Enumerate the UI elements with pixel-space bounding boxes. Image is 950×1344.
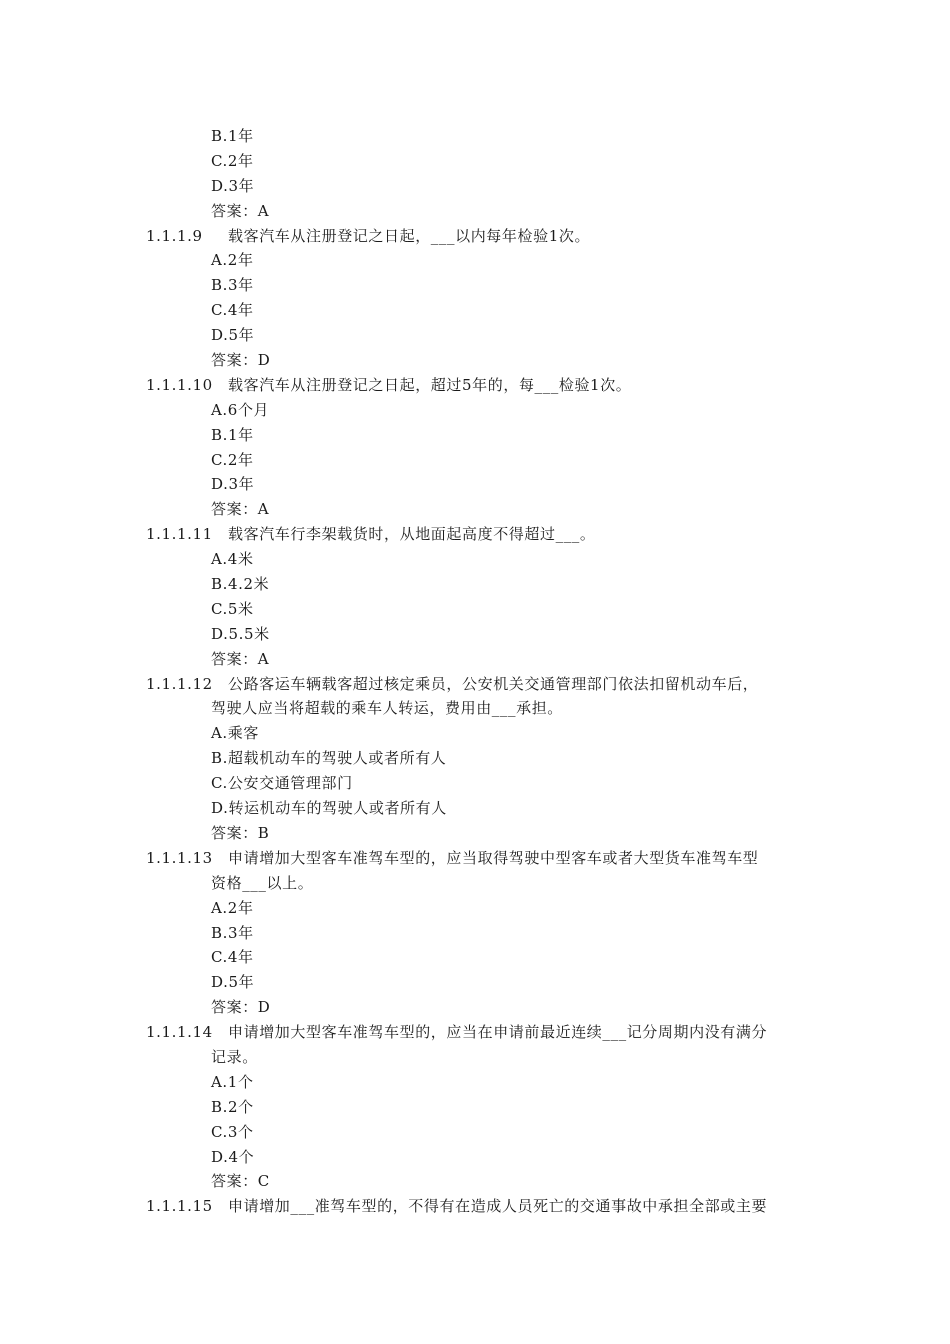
option-line: D.3年 — [211, 176, 255, 195]
option-line: B.1年 — [211, 425, 254, 444]
question-text: 申请增加___准驾车型的，不得有在造成人员死亡的交通事故中承担全部或主要 — [228, 1197, 768, 1216]
question-text-continued: 驾驶人应当将超载的乘车人转运，费用由___承担。 — [211, 699, 563, 718]
option-line: D.5年 — [211, 326, 255, 345]
question-text: 申请增加大型客车准驾车型的，应当取得驾驶中型客车或者大型货车准驾车型 — [228, 848, 759, 867]
answer-line: 答案：A — [211, 201, 270, 220]
question-line — [0, 1020, 950, 1045]
option-line: C.4年 — [211, 301, 254, 320]
option-line: C.4年 — [211, 948, 254, 967]
option-line: D.转运机动车的驾驶人或者所有人 — [211, 799, 447, 818]
option-line: A.6个月 — [211, 400, 270, 419]
option-line: C.2年 — [211, 151, 254, 170]
question-text: 载客汽车从注册登记之日起，___以内每年检验1次。 — [228, 226, 591, 245]
question-line — [0, 224, 950, 249]
question-line — [0, 522, 950, 547]
option-line: A.2年 — [211, 898, 254, 917]
option-line: A.4米 — [211, 550, 254, 569]
option-line: B.3年 — [211, 923, 254, 942]
option-line: D.5年 — [211, 973, 255, 992]
option-line: B.1年 — [211, 127, 254, 145]
answer-line: 答案：C — [211, 1172, 270, 1191]
answer-line: 答案：D — [211, 351, 271, 370]
option-line: A.2年 — [211, 251, 254, 270]
option-line: B.4.2米 — [211, 575, 270, 594]
question-list — [0, 124, 950, 1219]
answer-line: 答案：A — [211, 500, 270, 519]
option-line: C.公安交通管理部门 — [211, 774, 353, 793]
option-line: B.超载机动车的驾驶人或者所有人 — [211, 749, 447, 768]
option-line: A.1个 — [211, 1072, 254, 1091]
question-line — [0, 672, 950, 697]
question-text: 公路客运车辆载客超过核定乘员，公安机关交通管理部门依法扣留机动车后， — [228, 674, 759, 693]
question-number: 1.1.1.9 — [146, 226, 203, 245]
answer-line: 答案：B — [211, 823, 270, 842]
question-line — [0, 1194, 950, 1219]
question-text-continued: 资格___以上。 — [211, 873, 314, 892]
question-text: 申请增加大型客车准驾车型的，应当在申请前最近连续___记分周期内没有满分 — [228, 1023, 768, 1042]
question-number: 1.1.1.15 — [146, 1197, 213, 1216]
answer-line: 答案：A — [211, 649, 270, 668]
question-number: 1.1.1.13 — [146, 848, 213, 867]
question-number: 1.1.1.11 — [146, 525, 213, 544]
question-line — [0, 373, 950, 398]
answer-line: 答案：D — [211, 998, 271, 1017]
option-line: C.5米 — [211, 599, 254, 618]
question-text-continued: 记录。 — [211, 1047, 258, 1066]
option-line: D.5.5米 — [211, 624, 270, 643]
question-text: 载客汽车行李架载货时，从地面起高度不得超过___。 — [228, 525, 596, 544]
option-line: B.3年 — [211, 276, 254, 295]
option-line: C.3个 — [211, 1122, 254, 1141]
option-line: A.乘客 — [211, 724, 260, 743]
option-line: C.2年 — [211, 450, 254, 469]
option-line: D.4个 — [211, 1147, 255, 1166]
question-number: 1.1.1.12 — [146, 674, 213, 693]
question-number: 1.1.1.14 — [146, 1023, 213, 1042]
question-text: 载客汽车从注册登记之日起，超过5年的，每___检验1次。 — [228, 375, 632, 394]
option-line: D.3年 — [211, 475, 255, 494]
question-line — [0, 846, 950, 871]
option-line: B.2个 — [211, 1097, 254, 1116]
question-number: 1.1.1.10 — [146, 375, 213, 394]
